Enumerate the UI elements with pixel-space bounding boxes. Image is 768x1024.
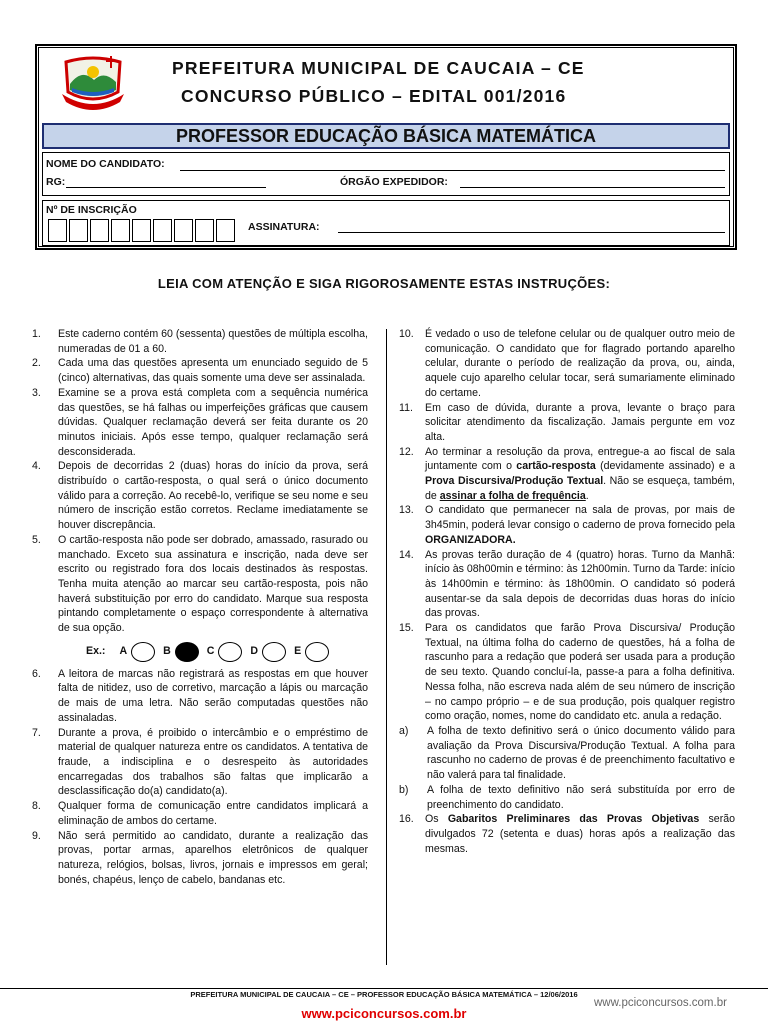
instruction-item: [399, 401, 735, 445]
item-letter: b): [399, 783, 409, 796]
item-number: 1.: [32, 328, 41, 340]
item-text: serão divulgados 72 (setenta e duas) horas após a realização das mesmas.: [425, 813, 736, 855]
item-number: 16.: [399, 813, 414, 826]
item-number: 11.: [399, 401, 413, 414]
option-letter: C: [206, 645, 215, 658]
item-number: 6.: [32, 667, 41, 680]
item-number: 2.: [32, 357, 41, 370]
item-text: (devidamente assinado) e a: [595, 460, 735, 473]
instruction-item: [32, 459, 368, 533]
item-text: Este caderno contém 60 (sessenta) questões de múltipla escolha, numeradas de 01 a 60.: [58, 328, 368, 355]
instruction-item: [32, 799, 368, 828]
item-text-bold: Gabaritos Preliminares das Provas Objetivas: [447, 813, 700, 826]
orgao-expedidor-field[interactable]: [460, 187, 725, 188]
item-number: 12.: [399, 445, 414, 458]
item-text: A folha de texto definitivo será o único documento válido para avaliação da Prova Discursiva/Produção Textual. A folha para rascunho no caderno de provas é de preenchimento facultativo e não valerá para tal finalidade.: [427, 724, 735, 782]
instruction-item: [32, 327, 368, 356]
instruction-item: [32, 726, 368, 800]
instruction-item: [399, 812, 735, 856]
instructions-title: LEIA COM ATENÇÃO E SIGA RIGOROSAMENTE ESTAS INSTRUÇÕES:: [157, 276, 611, 291]
registration-number-cells[interactable]: [48, 219, 237, 242]
instruction-item: [399, 548, 735, 622]
header-line-2: CONCURSO PÚBLICO – EDITAL 001/2016: [181, 86, 567, 106]
item-text-bold: assinar a folha de frequência: [439, 489, 586, 502]
header-line-1: PREFEITURA MUNICIPAL DE CAUCAIA – CE: [172, 58, 585, 78]
registration-cell[interactable]: [174, 219, 193, 242]
candidate-name-field[interactable]: [180, 170, 725, 171]
answer-example: [86, 642, 368, 662]
item-text: Os: [425, 813, 448, 826]
instruction-item: [32, 829, 368, 888]
item-text-bold: Prova Discursiva/Produção Textual: [425, 475, 604, 488]
instruction-item: [32, 386, 368, 460]
item-number: 13.: [399, 504, 414, 517]
registration-cell[interactable]: [48, 219, 67, 242]
instruction-item: [399, 327, 735, 401]
item-text: Examine se a prova está completa com a sequência numérica das questões, se há falhas ou imperfeições gráficas que causem dúvidas. Qualquer reclamação deverá ser feita durante os 20 minutos iniciais. Após esse tempo, qualquer reclamação será desconsiderada.: [58, 386, 368, 458]
column-divider: [386, 329, 387, 965]
candidate-name-label: NOME DO CANDIDATO:: [46, 158, 165, 170]
option-letter: A: [119, 645, 128, 658]
registration-cell[interactable]: [195, 219, 214, 242]
item-text: . Não se esqueça, também, de: [425, 475, 735, 502]
item-letter: a): [399, 724, 409, 737]
item-number: 4.: [32, 460, 41, 473]
item-text: Depois de decorridas 2 (duas) horas do início da prova, será distribuído o cartão-resposta, o qual será o único documento válido para a correção. Ao recebê-lo, verifique se seu nome e seu número de inscrição estão corretos. Reclame imediatamente se houver discrepância.: [58, 460, 368, 532]
municipal-crest-logo: [60, 54, 126, 112]
footer-url-link[interactable]: www.pciconcursos.com.br: [301, 1006, 467, 1021]
exam-title-bar: PROFESSOR EDUCAÇÃO BÁSICA MATEMÁTICA: [42, 123, 730, 149]
instruction-item: [32, 667, 368, 726]
instruction-item: [32, 533, 368, 636]
item-number: 3.: [32, 386, 41, 399]
item-number: 5.: [32, 533, 41, 546]
answer-bubble-empty: [131, 642, 155, 662]
item-text: A leitora de marcas não registrará as respostas em que houver falta de nitidez, uso de corretivo, marcação a lápis ou marcação de mais de uma letra. Não serão computadas questões não assinaladas.: [58, 667, 368, 724]
answer-bubble-filled: [175, 642, 199, 662]
watermark-url: www.pciconcursos.com.br: [594, 997, 727, 1009]
registration-cell[interactable]: [216, 219, 235, 242]
item-text: Não será permitido ao candidato, durante a realização das provas, portar armas, aparelhos eletrônicos de qualquer natureza, relógios, bolsas, livros, jornais e impressos em geral; bonés, chapéus, lenço de cabelo, bandanas etc.: [58, 829, 368, 886]
option-letter: E: [294, 645, 302, 658]
item-text: .: [585, 489, 589, 502]
option-letter: D: [250, 645, 259, 658]
rg-label: RG:: [46, 176, 66, 188]
instructions-right-column: [399, 327, 735, 856]
signature-label: ASSINATURA:: [248, 221, 320, 233]
item-text-bold: cartão-resposta: [516, 460, 596, 473]
item-text: Ao terminar a resolução da prova, entregue-a ao fiscal de sala juntamente com o: [425, 445, 735, 473]
instruction-item: [399, 503, 735, 547]
registration-cell[interactable]: [69, 219, 88, 242]
instruction-item: [32, 356, 368, 385]
instruction-item: [399, 445, 735, 504]
item-number: 9.: [32, 829, 41, 842]
item-text: Cada uma das questões apresenta um enunciado seguido de 5 (cinco) alternativas, das quais somente uma deve ser assinalada.: [58, 357, 368, 385]
item-text: A folha de texto definitivo não será substituída por erro de preenchimento do candidato.: [427, 783, 735, 811]
item-text: É vedado o uso de telefone celular ou de qualquer outro meio de comunicação. O candidato que for flagrado portando aparelho celular, durante o período de realização da prova, ou, ainda, aquele cujo aparelho celular tocar, será sumariamente eliminado do certame.: [425, 328, 735, 399]
registration-number-label: Nº DE INSCRIÇÃO: [46, 204, 137, 216]
item-text: O candidato que permanecer na sala de provas, por mais de 3h45min, poderá levar consigo o caderno de prova fornecido pela: [425, 504, 735, 532]
registration-cell[interactable]: [132, 219, 151, 242]
instruction-item: [399, 621, 735, 724]
instructions-left-column: [32, 327, 368, 887]
registration-cell[interactable]: [90, 219, 109, 242]
answer-bubble-empty: [305, 642, 329, 662]
item-text: Qualquer forma de comunicação entre candidatos implicará a eliminação de ambos do certame.: [58, 800, 368, 827]
item-text: As provas terão duração de 4 (quatro) horas. Turno da Manhã: início às 08h00min e término: às 12h00min. Turno da Tarde: início às 14h00min e término: às 18h00min. O candidato só poderá ausentar-se da sala depois de decorridas duas horas do início das provas.: [425, 548, 735, 620]
answer-bubble-empty: [262, 642, 286, 662]
footer-text: PREFEITURA MUNICIPAL DE CAUCAIA – CE – PROFESSOR EDUCAÇÃO BÁSICA MATEMÁTICA – 12/06/2016: [190, 990, 578, 999]
orgao-expedidor-label: ÓRGÃO EXPEDIDOR:: [340, 176, 448, 188]
answer-bubble-empty: [218, 642, 242, 662]
instruction-subitem: [399, 783, 735, 812]
registration-cell[interactable]: [111, 219, 130, 242]
item-text: Para os candidatos que farão Prova Discursiva/ Produção Textual, na última folha do caderno de questões, há a folha de rascunho para a redação que poderá ser usada para a produção de seu texto. Quando concluí-la, passe-a para a folha definitiva. Nessa folha, não escreva nada além de seu número de inscrição – no campo próprio – e de sua produção, pois qualquer registro como oração, nomes, nome do candidato etc. anula a redação.: [425, 622, 735, 723]
item-text: Em caso de dúvida, durante a prova, levante o braço para solicitar atendimento da fiscalização. Jamais pergunte em voz alta.: [425, 401, 735, 443]
instruction-subitem: [399, 724, 735, 783]
option-letter: B: [163, 645, 171, 658]
signature-field[interactable]: [338, 232, 725, 233]
item-text: O cartão-resposta não pode ser dobrado, amassado, rasurado ou manchado. Exceto sua assinatura e inscrição, nada deve ser escrito ou registrado fora dos locais destinados às respostas. Tenha muita atenção ao marcar seu cartão-resposta, pois não haverá substituição por erro do candidato. Marque sua resposta pintando completamente o espaço correspondente à alternativa de sua opção.: [58, 533, 368, 635]
item-number: 8.: [32, 800, 41, 813]
item-number: 10.: [399, 328, 414, 340]
registration-cell[interactable]: [153, 219, 172, 242]
item-number: 14.: [399, 548, 414, 561]
rg-field[interactable]: [66, 187, 266, 188]
footer-rule: [0, 988, 768, 989]
item-text-bold: ORGANIZADORA.: [425, 533, 516, 546]
item-text: Durante a prova, é proibido o intercâmbio e o empréstimo de material de qualquer natureza entre os candidatos. A tentativa de fraude, a indisciplina e o desrespeito às autoridades encarregadas dos trabalhos são faltas que implicarão a desclassificação do(a) candidato(a).: [58, 726, 368, 798]
example-label: Ex.:: [86, 645, 106, 658]
item-number: 15.: [399, 622, 414, 635]
item-number: 7.: [32, 726, 41, 739]
